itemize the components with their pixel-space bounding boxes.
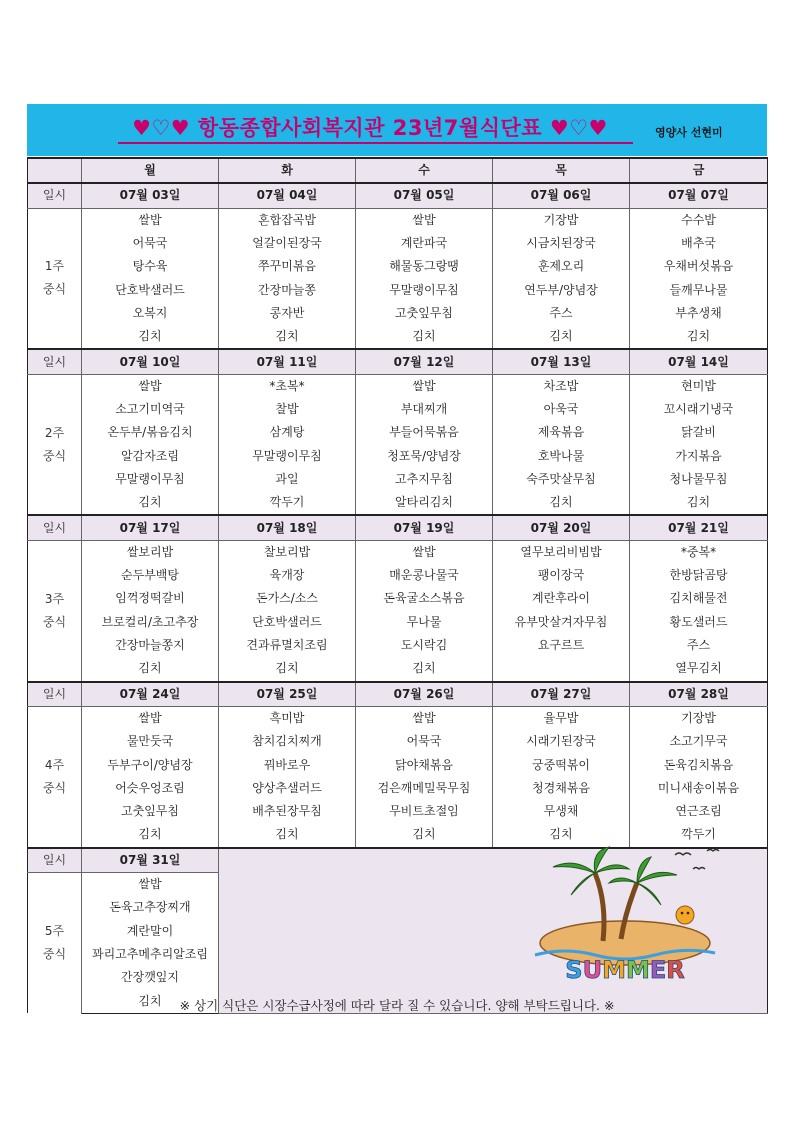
menu-item: 계란후라이: [493, 587, 630, 610]
menu-item: 검은깨메밀묵무침: [356, 777, 493, 800]
menu-item: 들깨무나물: [630, 278, 768, 301]
menu-item: 참치김치찌개: [219, 730, 356, 753]
menu-item: 무비트초절임: [356, 800, 493, 823]
date-cell: 07월 12일: [356, 349, 493, 374]
menu-item: 닭갈비: [630, 421, 768, 444]
menu-item: 시래기된장국: [493, 730, 630, 753]
page-title: ♥♡♥ 항동종합사회복지관 23년7월식단표 ♥♡♥: [132, 116, 608, 140]
menu-item: 오복지: [82, 302, 219, 325]
menu-item: 현미밥: [630, 374, 768, 398]
menu-item: *초복*: [219, 374, 356, 398]
week-label: [28, 374, 82, 515]
menu-item: [493, 657, 630, 681]
menu-row: [28, 421, 768, 444]
menu-item: 김치: [356, 823, 493, 847]
date-cell: 07월 24일: [82, 682, 219, 707]
menu-item: 쌀밥: [356, 374, 493, 398]
menu-item: 간장깻잎지: [82, 966, 219, 989]
date-label: 일시: [28, 848, 82, 873]
menu-item: 제육볶음: [493, 421, 630, 444]
week-number: 3주: [44, 591, 65, 606]
menu-item: 견과류멸치조림: [219, 634, 356, 657]
menu-item: 부들어묵볶음: [356, 421, 493, 444]
date-cell: 07월 03일: [82, 183, 219, 208]
menu-item: 무말랭이무침: [219, 445, 356, 468]
menu-item: 찰보리밥: [219, 540, 356, 564]
menu-item: 김치해물전: [630, 587, 768, 610]
menu-item: 알타리김치: [356, 491, 493, 515]
day-header: 금: [630, 158, 768, 183]
menu-row: [28, 374, 768, 398]
menu-item: 김치: [219, 325, 356, 349]
menu-item: 김치: [82, 989, 219, 1013]
author-label: 영양사 선현미: [655, 126, 723, 139]
menu-item: 꼬시래기냉국: [630, 398, 768, 421]
menu-row: [28, 587, 768, 610]
menu-item: 훈제오리: [493, 255, 630, 278]
menu-item: 소고기미역국: [82, 398, 219, 421]
date-cell: 07월 11일: [219, 349, 356, 374]
menu-row: [28, 445, 768, 468]
date-cell: 07월 27일: [493, 682, 630, 707]
menu-item: 어묵국: [356, 730, 493, 753]
menu-item: 쌀밥: [356, 208, 493, 232]
menu-item: 물만둣국: [82, 730, 219, 753]
menu-item: 어묵국: [82, 232, 219, 255]
menu-row: [28, 800, 768, 823]
date-cell: 07월 25일: [219, 682, 356, 707]
date-cell: 07월 13일: [493, 349, 630, 374]
menu-item: 무말랭이무침: [82, 468, 219, 491]
menu-item: 흑미밥: [219, 706, 356, 730]
menu-item: 고춧잎무침: [356, 302, 493, 325]
menu-item: 도시락김: [356, 634, 493, 657]
menu-item: 팽이장국: [493, 564, 630, 587]
meal-type: 중식: [42, 780, 67, 795]
date-label: 일시: [28, 183, 82, 208]
date-cell: 07월 17일: [82, 515, 219, 540]
menu-item: 계란파국: [356, 232, 493, 255]
menu-item: 배추국: [630, 232, 768, 255]
header-corner: [28, 158, 82, 183]
date-label: 일시: [28, 515, 82, 540]
menu-item: 쌀밥: [356, 540, 493, 564]
menu-item: 부추생채: [630, 302, 768, 325]
week-label: [28, 540, 82, 681]
menu-item: 무말랭이무침: [356, 278, 493, 301]
menu-item: 닭야채볶음: [356, 753, 493, 776]
week-number: 5주: [44, 924, 65, 939]
menu-item: 쌀밥: [82, 208, 219, 232]
date-cell: 07월 07일: [630, 183, 768, 208]
menu-item: 꽈리고추메추리알조림: [82, 943, 219, 966]
menu-item: 한방닭곰탕: [630, 564, 768, 587]
menu-item: 간장마늘쫑지: [82, 634, 219, 657]
meal-type: 중식: [42, 282, 67, 297]
menu-item: 쌀밥: [82, 706, 219, 730]
menu-item: 유부맛살겨자무침: [493, 611, 630, 634]
menu-item: 숙주맛살무침: [493, 468, 630, 491]
week-number: 1주: [44, 259, 65, 274]
summer-letter: R: [666, 956, 685, 983]
menu-item: 소고기무국: [630, 730, 768, 753]
menu-item: 쌀밥: [82, 374, 219, 398]
menu-item: 돈가스/소스: [219, 587, 356, 610]
menu-item: 김치: [219, 657, 356, 681]
menu-row: [28, 325, 768, 349]
day-header: 수: [356, 158, 493, 183]
date-cell: 07월 31일: [82, 848, 219, 873]
menu-item: 미니새송이볶음: [630, 777, 768, 800]
menu-item: 쌀보리밥: [82, 540, 219, 564]
meal-type: 중식: [42, 614, 67, 629]
menu-item: 계란말이: [82, 920, 219, 943]
menu-row: [28, 255, 768, 278]
menu-row: [28, 634, 768, 657]
starfish-icon: [676, 906, 694, 924]
date-cell: 07월 26일: [356, 682, 493, 707]
menu-item: 김치: [82, 823, 219, 847]
date-cell: 07월 28일: [630, 682, 768, 707]
menu-item: 김치: [493, 491, 630, 515]
date-cell: 07월 19일: [356, 515, 493, 540]
menu-item: 돈육굴소스볶음: [356, 587, 493, 610]
menu-row: [28, 398, 768, 421]
menu-item: 연근조림: [630, 800, 768, 823]
date-label: 일시: [28, 682, 82, 707]
menu-row: [28, 302, 768, 325]
menu-item: 찰밥: [219, 398, 356, 421]
menu-row: [28, 706, 768, 730]
date-cell: 07월 05일: [356, 183, 493, 208]
menu-item: 수수밥: [630, 208, 768, 232]
menu-item: 깍두기: [630, 823, 768, 847]
menu-item: 쭈꾸미볶음: [219, 255, 356, 278]
menu-item: 탕수육: [82, 255, 219, 278]
bird-icon: [675, 850, 719, 870]
week-number: 2주: [44, 425, 65, 440]
date-cell: 07월 18일: [219, 515, 356, 540]
menu-item: 간장마늘쫑: [219, 278, 356, 301]
menu-item: 무나물: [356, 611, 493, 634]
date-row: [28, 349, 768, 374]
menu-item: 얼갈이된장국: [219, 232, 356, 255]
summer-text: [565, 956, 684, 983]
date-cell: 07월 10일: [82, 349, 219, 374]
menu-item: 청경채볶음: [493, 777, 630, 800]
summer-letter: E: [649, 956, 667, 983]
menu-row: [28, 468, 768, 491]
date-cell: 07월 21일: [630, 515, 768, 540]
summer-letter: S: [565, 956, 583, 983]
date-cell: 07월 14일: [630, 349, 768, 374]
menu-item: 김치: [630, 325, 768, 349]
menu-item: 기장밥: [493, 208, 630, 232]
menu-item: 임꺽정떡갈비: [82, 587, 219, 610]
menu-item: 가지볶음: [630, 445, 768, 468]
menu-item: 시금치된장국: [493, 232, 630, 255]
menu-item: 단호박샐러드: [219, 611, 356, 634]
week-label: [28, 872, 82, 1013]
menu-row: [28, 753, 768, 776]
menu-item: 돈육김치볶음: [630, 753, 768, 776]
menu-item: 돈육고추장찌개: [82, 896, 219, 919]
menu-item: 김치: [356, 325, 493, 349]
menu-row: [28, 491, 768, 515]
week-number: 4주: [44, 757, 65, 772]
menu-item: 양상추샐러드: [219, 777, 356, 800]
menu-row: [28, 657, 768, 681]
menu-item: 기장밥: [630, 706, 768, 730]
summer-letter: M: [625, 956, 650, 983]
menu-item: 황도샐러드: [630, 611, 768, 634]
menu-item: 깍두기: [219, 491, 356, 515]
menu-item: 김치: [82, 325, 219, 349]
menu-item: 청포묵/양념장: [356, 445, 493, 468]
menu-item: 어슷우엉조림: [82, 777, 219, 800]
menu-item: 무생채: [493, 800, 630, 823]
menu-item: 김치: [356, 657, 493, 681]
date-cell: 07월 06일: [493, 183, 630, 208]
menu-item: 주스: [493, 302, 630, 325]
meal-type: 중식: [42, 448, 67, 463]
menu-item: 호박나물: [493, 445, 630, 468]
summer-letter: M: [602, 956, 626, 983]
week-label: [28, 706, 82, 847]
menu-item: 해물동그랑땡: [356, 255, 493, 278]
menu-item: 청나물무침: [630, 468, 768, 491]
footer-notice: ※ 상기 식단은 시장수급사정에 따라 달라 질 수 있습니다. 양해 부탁드립니다. ※: [179, 998, 615, 1013]
menu-item: 김치: [82, 657, 219, 681]
date-cell: 07월 04일: [219, 183, 356, 208]
menu-item: 고추지무침: [356, 468, 493, 491]
week-label: [28, 208, 82, 349]
menu-item: 매운콩나물국: [356, 564, 493, 587]
menu-item: 온두부/볶음김치: [82, 421, 219, 444]
menu-item: 율무밥: [493, 706, 630, 730]
menu-item: 두부구이/양념장: [82, 753, 219, 776]
menu-item: 배추된장무침: [219, 800, 356, 823]
day-header: 월: [82, 158, 219, 183]
menu-row: [28, 540, 768, 564]
menu-item: 쌀밥: [356, 706, 493, 730]
menu-item: 순두부백탕: [82, 564, 219, 587]
menu-item: 궁중떡볶이: [493, 753, 630, 776]
menu-item: 고춧잎무침: [82, 800, 219, 823]
palm-leaves-icon: [553, 847, 677, 905]
day-header-row: [28, 158, 768, 183]
menu-item: 열무보리비빔밥: [493, 540, 630, 564]
date-label: 일시: [28, 349, 82, 374]
menu-item: 연두부/양념장: [493, 278, 630, 301]
menu-row: [28, 611, 768, 634]
menu-item: 알감자조림: [82, 445, 219, 468]
menu-row: [28, 208, 768, 232]
day-header: 화: [219, 158, 356, 183]
menu-row: [28, 730, 768, 753]
menu-item: 김치: [630, 491, 768, 515]
menu-item: 요구르트: [493, 634, 630, 657]
menu-item: 육개장: [219, 564, 356, 587]
menu-item: 부대찌개: [356, 398, 493, 421]
title-underline: [118, 142, 633, 144]
summer-letter: U: [582, 956, 603, 983]
menu-item: 아욱국: [493, 398, 630, 421]
menu-item: 과일: [219, 468, 356, 491]
menu-item: 주스: [630, 634, 768, 657]
menu-item: 삼계탕: [219, 421, 356, 444]
menu-item: 김치: [493, 823, 630, 847]
meal-type: 중식: [42, 947, 67, 962]
menu-item: 김치: [82, 491, 219, 515]
menu-item: 우채버섯볶음: [630, 255, 768, 278]
menu-row: [28, 278, 768, 301]
menu-item: 김치: [219, 823, 356, 847]
date-row: [28, 682, 768, 707]
menu-item: 혼합잡곡밥: [219, 208, 356, 232]
menu-item: 단호박샐러드: [82, 278, 219, 301]
menu-item: 브로컬리/초고추장: [82, 611, 219, 634]
menu-item: 차조밥: [493, 374, 630, 398]
menu-row: [28, 564, 768, 587]
menu-item: 김치: [493, 325, 630, 349]
date-row: [28, 183, 768, 208]
menu-item: 콩자반: [219, 302, 356, 325]
menu-item: 쌀밥: [82, 872, 219, 896]
date-row: [28, 515, 768, 540]
summer-island-illustration: [525, 843, 725, 983]
day-header: 목: [493, 158, 630, 183]
menu-item: 꿔바로우: [219, 753, 356, 776]
menu-item: *중복*: [630, 540, 768, 564]
menu-row: [28, 232, 768, 255]
date-cell: 07월 20일: [493, 515, 630, 540]
menu-item: 열무김치: [630, 657, 768, 681]
menu-row: [28, 777, 768, 800]
